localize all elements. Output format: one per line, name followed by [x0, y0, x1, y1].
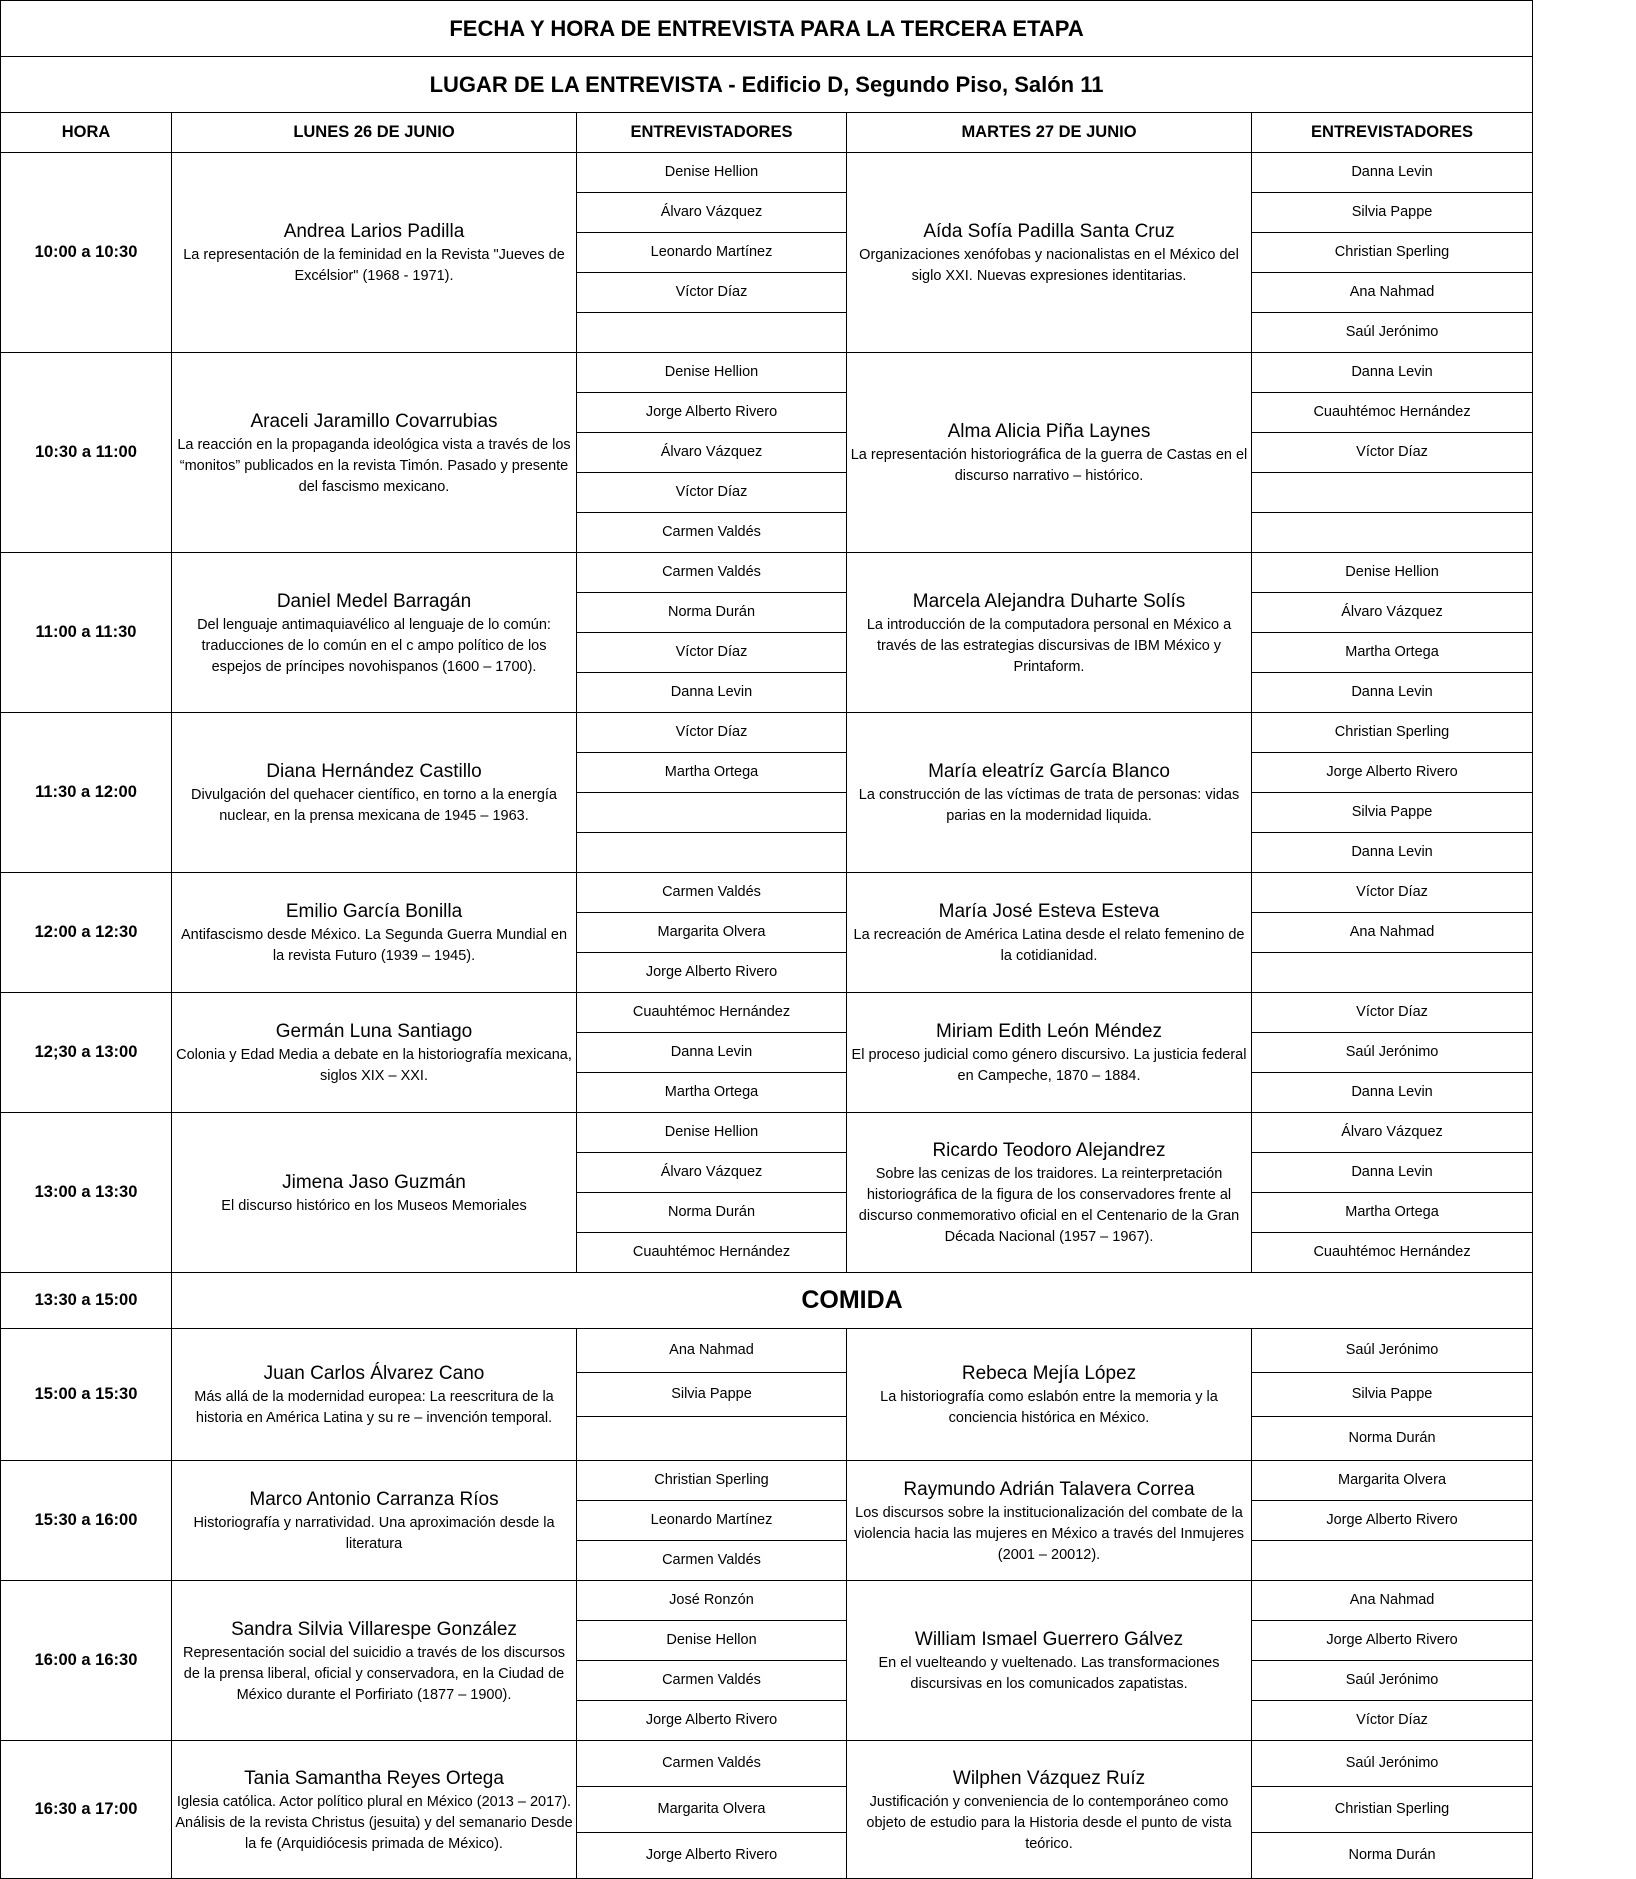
- thesis-topic: En el vuelteando y vueltenado. Las transformaciones discursivas en los comunicados zapatistas.: [878, 1655, 1220, 1692]
- candidate-name: William Ismael Guerrero Gálvez: [914, 1629, 1184, 1650]
- interviewer-day1: Víctor Díaz: [577, 473, 847, 513]
- candidate-name: María José Esteva Esteva: [938, 901, 1160, 922]
- time-slot: 11:30 a 12:00: [1, 713, 172, 873]
- time-slot: 10:00 a 10:30: [1, 153, 172, 353]
- interviewer-day2: Danna Levin: [1252, 1073, 1533, 1113]
- interviewer-day1: Ana Nahmad: [577, 1329, 847, 1373]
- schedule-row: [1, 993, 1533, 1033]
- candidate-name: Emilio García Bonilla: [285, 901, 463, 922]
- thesis-topic: Representación social del suicidio a través de los discursos de la prensa liberal, oficial y conservadora, en la Ciudad de México durante el Porfiriato (1877 – 1900).: [182, 1644, 566, 1703]
- interviewer-day2: Víctor Díaz: [1252, 1701, 1533, 1741]
- interviewer-day2: Álvaro Vázquez: [1252, 593, 1533, 633]
- interviewer-day2: Cuauhtémoc Hernández: [1252, 1233, 1533, 1273]
- interviewer-day1: Martha Ortega: [577, 753, 847, 793]
- candidate-day2: [847, 353, 1252, 553]
- interviewer-day1: Jorge Alberto Rivero: [577, 1701, 847, 1741]
- thesis-topic: Sobre las cenizas de los traidores. La reinterpretación historiográfica de la figura de los conservadores frente al discurso conmemorativo oficial en el Centenario de la Gran Década Nacional (1957 – 1967).: [858, 1166, 1240, 1245]
- candidate-day2: [847, 993, 1252, 1113]
- time-slot: 12;30 a 13:00: [1, 993, 172, 1113]
- thesis-topic: La introducción de la computadora personal en México a través de las estrategias discursivas de IBM México y Printaform.: [866, 616, 1232, 675]
- header-hour: HORA: [1, 113, 172, 153]
- interviewer-day2: Danna Levin: [1252, 833, 1533, 873]
- interviewer-day1: [577, 1417, 847, 1461]
- thesis-topic: El discurso histórico en los Museos Memoriales: [221, 1197, 527, 1214]
- time-slot: 12:00 a 12:30: [1, 873, 172, 993]
- interviewer-day2: Víctor Díaz: [1252, 993, 1533, 1033]
- interviewer-day1: Álvaro Vázquez: [577, 1153, 847, 1193]
- interviewer-day1: Cuauhtémoc Hernández: [577, 1233, 847, 1273]
- candidate-name: Ricardo Teodoro Alejandrez: [932, 1140, 1166, 1161]
- interviewer-day2: Christian Sperling: [1252, 233, 1533, 273]
- time-slot: 15:00 a 15:30: [1, 1329, 172, 1461]
- thesis-topic: Historiografía y narratividad. Una aproximación desde la literatura: [193, 1515, 555, 1552]
- interviewer-day2: Jorge Alberto Rivero: [1252, 1621, 1533, 1661]
- interviewer-day1: Álvaro Vázquez: [577, 433, 847, 473]
- interviewer-day1: Víctor Díaz: [577, 713, 847, 753]
- schedule-row: [1, 1461, 1533, 1501]
- lunch-hour: 13:30 a 15:00: [1, 1273, 172, 1329]
- candidate-day1: [172, 1113, 577, 1273]
- interviewer-day2: Saúl Jerónimo: [1252, 1033, 1533, 1073]
- interviewer-day1: Carmen Valdés: [577, 513, 847, 553]
- interviewer-day2: Martha Ortega: [1252, 1193, 1533, 1233]
- candidate-day1: [172, 1741, 577, 1879]
- thesis-topic: La representación historiográfica de la guerra de Castas en el discurso narrativo – histórico.: [850, 447, 1248, 484]
- thesis-topic: Justificación y conveniencia de lo contemporáneo como objeto de estudio para la Historia desde el punto de vista teórico.: [866, 1793, 1232, 1852]
- thesis-topic: La construcción de las víctimas de trata de personas: vidas parias en la modernidad liquida.: [858, 787, 1240, 824]
- candidate-name: Tania Samantha Reyes Ortega: [244, 1767, 504, 1789]
- time-slot: 10:30 a 11:00: [1, 353, 172, 553]
- thesis-topic: La reacción en la propaganda ideológica vista a través de los “monitos” publicados en la revista Timón. Pasado y presente del fascismo mexicano.: [177, 436, 571, 495]
- interviewer-day1: Margarita Olvera: [577, 913, 847, 953]
- interviewer-day2: Saúl Jerónimo: [1252, 313, 1533, 353]
- thesis-topic: La recreación de América Latina desde el relato femenino de la cotidianidad.: [853, 927, 1245, 964]
- interviewer-day2: Saúl Jerónimo: [1252, 1329, 1533, 1373]
- thesis-topic: Organizaciones xenófobas y nacionalistas en el México del siglo XXI. Nuevas expresiones identitarias.: [859, 247, 1239, 284]
- candidate-day1: [172, 553, 577, 713]
- candidate-name: Germán Luna Santiago: [275, 1021, 473, 1042]
- candidate-day1: [172, 993, 577, 1113]
- interviewer-day2: Ana Nahmad: [1252, 913, 1533, 953]
- candidate-day2: [847, 553, 1252, 713]
- interviewer-day1: Carmen Valdés: [577, 1661, 847, 1701]
- thesis-topic: El proceso judicial como género discursivo. La justicia federal en Campeche, 1870 – 1884.: [851, 1047, 1247, 1084]
- candidate-day2: [847, 873, 1252, 993]
- interviewer-day1: Denise Hellion: [577, 353, 847, 393]
- interviewer-day2: Jorge Alberto Rivero: [1252, 753, 1533, 793]
- interviewer-day1: Carmen Valdés: [577, 553, 847, 593]
- candidate-name: Daniel Medel Barragán: [276, 590, 472, 612]
- candidate-name: Marco Antonio Carranza Ríos: [249, 1489, 499, 1510]
- candidate-name: Alma Alicia Piña Laynes: [947, 421, 1151, 442]
- schedule-row: [1, 1329, 1533, 1373]
- interviewer-day1: Jorge Alberto Rivero: [577, 393, 847, 433]
- candidate-name: Raymundo Adrián Talavera Correa: [903, 1478, 1195, 1500]
- schedule-row: [1, 1113, 1533, 1153]
- interviewer-day2: [1252, 473, 1533, 513]
- interviewer-day1: Margarita Olvera: [577, 1787, 847, 1833]
- interviewer-day2: [1252, 513, 1533, 553]
- interviewer-day2: Danna Levin: [1252, 353, 1533, 393]
- interviewer-day2: Christian Sperling: [1252, 713, 1533, 753]
- candidate-name: Araceli Jaramillo Covarrubias: [250, 410, 498, 432]
- candidate-name: Sandra Silvia Villarespe González: [231, 1618, 517, 1640]
- schedule-row: [1, 153, 1533, 193]
- candidate-day1: [172, 1461, 577, 1581]
- thesis-topic: Antifascismo desde México. La Segunda Guerra Mundial en la revista Futuro (1939 – 1945).: [180, 927, 568, 964]
- interviewer-day2: Silvia Pappe: [1252, 193, 1533, 233]
- location-heading: LUGAR DE LA ENTREVISTA - Edificio D, Segundo Piso, Salón 11: [1, 57, 1533, 113]
- interviewer-day1: [577, 313, 847, 353]
- candidate-name: Aída Sofía Padilla Santa Cruz: [923, 221, 1175, 242]
- interviewer-day1: Víctor Díaz: [577, 633, 847, 673]
- interviewer-day1: Norma Durán: [577, 1193, 847, 1233]
- interviewer-day2: Danna Levin: [1252, 1153, 1533, 1193]
- candidate-day2: [847, 1741, 1252, 1879]
- candidate-day1: [172, 713, 577, 873]
- time-slot: 16:30 a 17:00: [1, 1741, 172, 1879]
- thesis-topic: La representación de la feminidad en la Revista "Jueves de Excélsior" (1968 - 1971).: [183, 247, 565, 284]
- thesis-topic: Iglesia católica. Actor político plural en México (2013 – 2017). Análisis de la revista Christus (jesuita) y del semanario Desde la fe (Arquidiócesis primada de México).: [175, 1793, 573, 1852]
- page-title: FECHA Y HORA DE ENTREVISTA PARA LA TERCERA ETAPA: [1, 1, 1533, 57]
- candidate-name: Marcela Alejandra Duharte Solís: [912, 590, 1186, 612]
- candidate-day2: [847, 1461, 1252, 1581]
- afternoon-schedule: [1, 1329, 1533, 1879]
- interviewer-day2: [1252, 1541, 1533, 1581]
- thesis-topic: Más allá de la modernidad europea: La reescritura de la historia en América Latina y su re – invención temporal.: [194, 1389, 554, 1426]
- candidate-day1: [172, 1581, 577, 1741]
- schedule-row: [1, 1581, 1533, 1621]
- interviewer-day2: [1252, 953, 1533, 993]
- time-slot: 16:00 a 16:30: [1, 1581, 172, 1741]
- interviewer-day1: Silvia Pappe: [577, 1373, 847, 1417]
- morning-schedule: [1, 153, 1533, 1273]
- interviewer-day2: Danna Levin: [1252, 153, 1533, 193]
- interviewer-day2: Silvia Pappe: [1252, 793, 1533, 833]
- interviewer-day2: Jorge Alberto Rivero: [1252, 1501, 1533, 1541]
- interviewer-day1: Danna Levin: [577, 673, 847, 713]
- interviewer-day1: [577, 833, 847, 873]
- header-interviewers-2: ENTREVISTADORES: [1252, 113, 1533, 153]
- interviewer-day2: Cuauhtémoc Hernández: [1252, 393, 1533, 433]
- thesis-topic: Colonia y Edad Media a debate en la historiografía mexicana, siglos XIX – XXI.: [176, 1047, 572, 1084]
- header-day2: MARTES 27 DE JUNIO: [847, 113, 1252, 153]
- candidate-day2: [847, 1113, 1252, 1273]
- interviewer-day1: Denise Hellion: [577, 153, 847, 193]
- candidate-day2: [847, 153, 1252, 353]
- interviewer-day1: Christian Sperling: [577, 1461, 847, 1501]
- thesis-topic: Divulgación del quehacer científico, en torno a la energía nuclear, en la prensa mexicana de 1945 – 1963.: [191, 787, 557, 824]
- interviewer-day1: Danna Levin: [577, 1033, 847, 1073]
- interviewer-day1: Víctor Díaz: [577, 273, 847, 313]
- interviewer-day1: Jorge Alberto Rivero: [577, 953, 847, 993]
- header-interviewers-1: ENTREVISTADORES: [577, 113, 847, 153]
- interviewer-day2: Martha Ortega: [1252, 633, 1533, 673]
- candidate-day1: [172, 1329, 577, 1461]
- interviewer-day2: Saúl Jerónimo: [1252, 1741, 1533, 1787]
- candidate-name: Rebeca Mejía López: [961, 1363, 1137, 1384]
- interviewer-day2: Álvaro Vázquez: [1252, 1113, 1533, 1153]
- candidate-day2: [847, 1329, 1252, 1461]
- interviewer-day1: Carmen Valdés: [577, 1741, 847, 1787]
- interviewer-day1: Jorge Alberto Rivero: [577, 1833, 847, 1879]
- time-slot: 13:00 a 13:30: [1, 1113, 172, 1273]
- schedule-row: [1, 353, 1533, 393]
- candidate-name: Andrea Larios Padilla: [283, 221, 465, 242]
- interviewer-day2: Christian Sperling: [1252, 1787, 1533, 1833]
- candidate-name: Wilphen Vázquez Ruíz: [952, 1767, 1146, 1789]
- candidate-name: María eleatríz García Blanco: [928, 761, 1170, 782]
- interviewer-day1: Carmen Valdés: [577, 873, 847, 913]
- interviewer-day2: Ana Nahmad: [1252, 1581, 1533, 1621]
- interviewer-day1: José Ronzón: [577, 1581, 847, 1621]
- candidate-day1: [172, 873, 577, 993]
- time-slot: 11:00 a 11:30: [1, 553, 172, 713]
- interviewer-day1: Denise Hellon: [577, 1621, 847, 1661]
- lunch-label: COMIDA: [172, 1273, 1533, 1329]
- interviewer-day1: Denise Hellion: [577, 1113, 847, 1153]
- thesis-topic: La historiografía como eslabón entre la memoria y la conciencia histórica en México.: [880, 1389, 1218, 1426]
- interviewer-day1: Álvaro Vázquez: [577, 193, 847, 233]
- thesis-topic: Los discursos sobre la institucionalización del combate de la violencia hacia las mujeres en México a través del Inmujeres (2001 – 20012).: [853, 1504, 1245, 1563]
- interviewer-day1: Cuauhtémoc Hernández: [577, 993, 847, 1033]
- interviewer-day2: Margarita Olvera: [1252, 1461, 1533, 1501]
- interviewer-day1: Leonardo Martínez: [577, 1501, 847, 1541]
- interviewer-day1: Norma Durán: [577, 593, 847, 633]
- interviewer-day2: Ana Nahmad: [1252, 273, 1533, 313]
- candidate-day2: [847, 1581, 1252, 1741]
- candidate-name: Diana Hernández Castillo: [266, 761, 482, 782]
- interviewer-day2: Denise Hellion: [1252, 553, 1533, 593]
- interviewer-day2: Silvia Pappe: [1252, 1373, 1533, 1417]
- candidate-day1: [172, 353, 577, 553]
- schedule-row: [1, 873, 1533, 913]
- interviewer-day1: [577, 793, 847, 833]
- interviewer-day1: Carmen Valdés: [577, 1541, 847, 1581]
- schedule-row: [1, 713, 1533, 753]
- candidate-name: Jimena Jaso Guzmán: [282, 1171, 466, 1193]
- interviewer-day2: Víctor Díaz: [1252, 433, 1533, 473]
- interviewer-day2: Norma Durán: [1252, 1833, 1533, 1879]
- interviewer-day2: Saúl Jerónimo: [1252, 1661, 1533, 1701]
- candidate-name: Juan Carlos Álvarez Cano: [263, 1363, 485, 1384]
- interviewer-day2: Víctor Díaz: [1252, 873, 1533, 913]
- interviewer-day2: Norma Durán: [1252, 1417, 1533, 1461]
- time-slot: 15:30 a 16:00: [1, 1461, 172, 1581]
- candidate-day1: [172, 153, 577, 353]
- candidate-name: Miriam Edith León Méndez: [936, 1021, 1162, 1042]
- schedule-row: [1, 1741, 1533, 1787]
- thesis-topic: Del lenguaje antimaquiavélico al lenguaje de lo común: traducciones de lo común en el c ampo político de los espejos de príncipes novohispanos (1600 – 1700).: [197, 616, 551, 675]
- candidate-day2: [847, 713, 1252, 873]
- interviewer-day1: Leonardo Martínez: [577, 233, 847, 273]
- schedule-row: [1, 553, 1533, 593]
- interviewer-day1: Martha Ortega: [577, 1073, 847, 1113]
- interviewer-day2: Danna Levin: [1252, 673, 1533, 713]
- header-day1: LUNES 26 DE JUNIO: [172, 113, 577, 153]
